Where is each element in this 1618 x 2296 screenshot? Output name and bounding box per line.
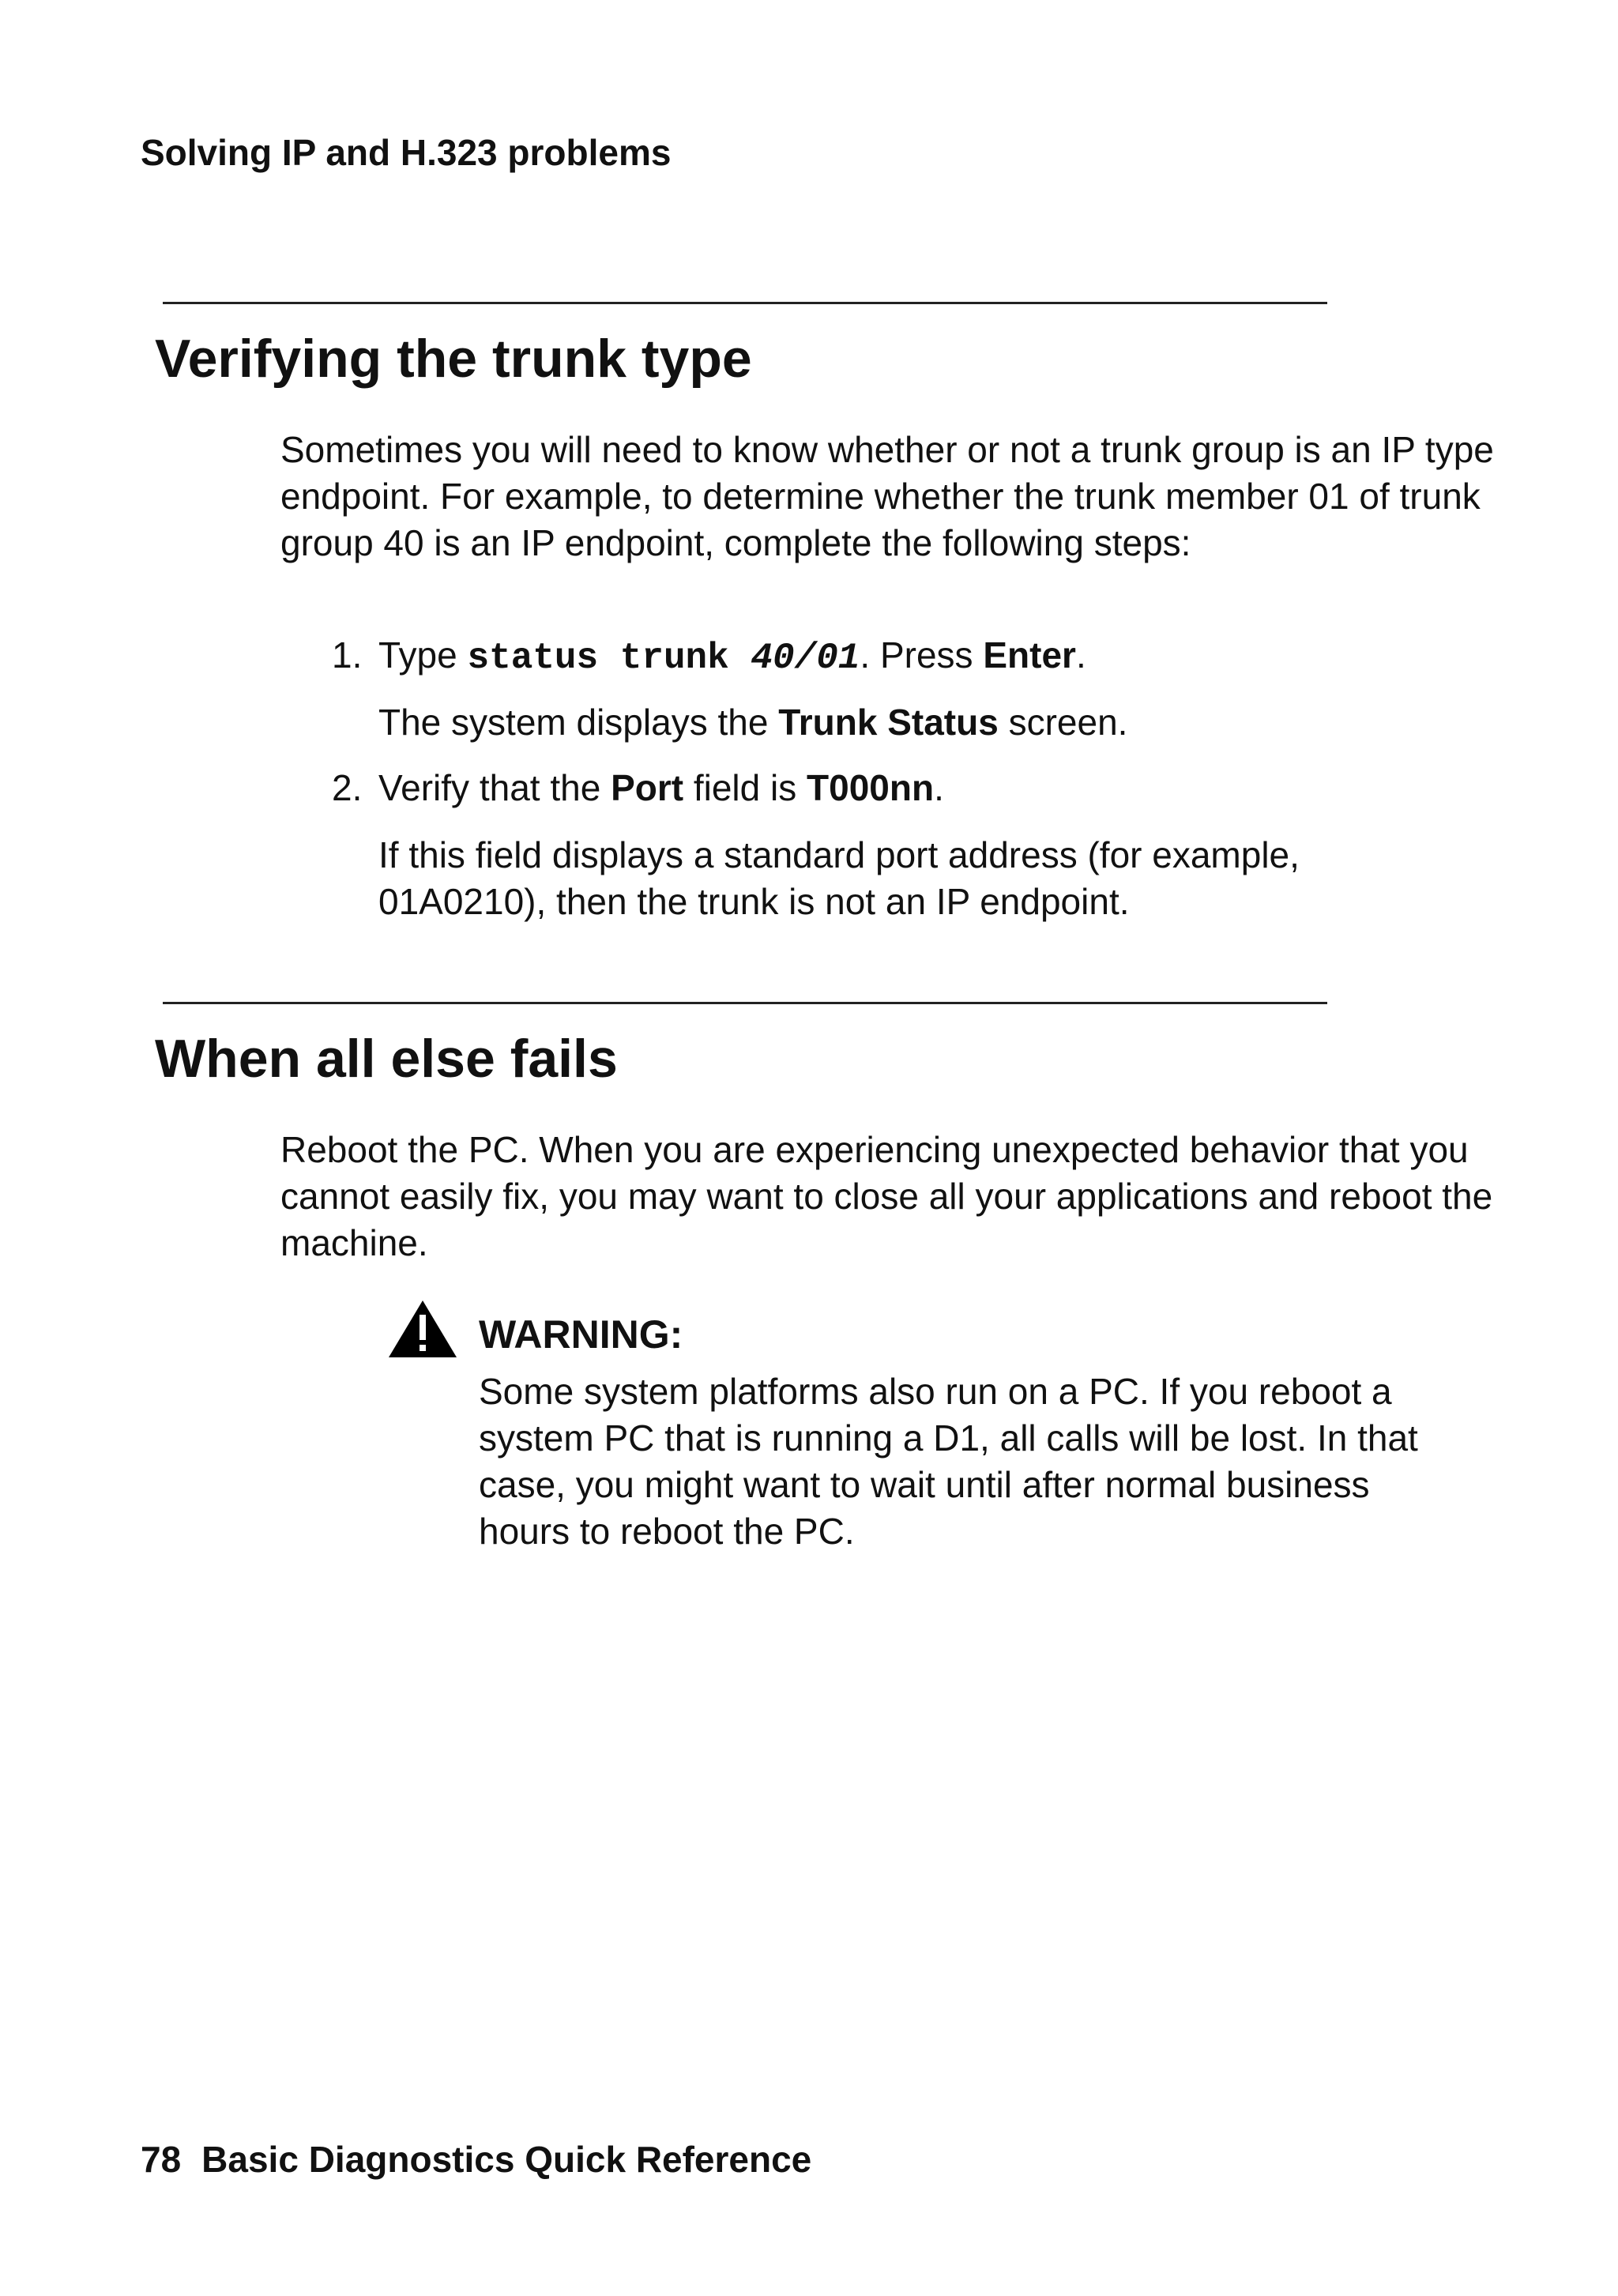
section-title-when-all-else-fails: When all else fails	[155, 1029, 618, 1089]
warning-text: Some system platforms also run on a PC. If you reboot a system PC that is running a D1, all calls will be lost. In that case, you might want to wait until after normal business hours to reboot the PC.	[479, 1371, 1418, 1552]
intro-paragraph: Sometimes you will need to know whether or not a trunk group is an IP type endpoint. For example, to determine whether the trunk member 01 of trunk group 40 is an IP endpoint, complete the following steps:	[280, 429, 1494, 563]
command-text: status trunk	[467, 638, 751, 679]
section-divider	[163, 1002, 1327, 1004]
command-argument: 40/01	[751, 638, 860, 679]
page-footer	[141, 2138, 811, 2181]
running-header: Solving IP and H.323 problems	[141, 132, 672, 173]
section-divider	[163, 302, 1327, 304]
step-number: 2.	[332, 767, 363, 808]
book-title: Basic Diagnostics Quick Reference	[201, 2139, 812, 2180]
step-1	[332, 632, 1086, 682]
step-2	[332, 765, 944, 811]
step-2-note: If this field displays a standard port address (for example, 01A0210), then the trunk is not an IP endpoint.	[378, 834, 1300, 922]
key-name: Enter	[983, 634, 1076, 676]
reboot-paragraph: Reboot the PC. When you are experiencing unexpected behavior that you cannot easily fix, you may want to close all your applications and reboot the machine.	[280, 1129, 1493, 1263]
field-name: Port	[611, 767, 684, 808]
warning-triangle-icon	[387, 1299, 458, 1359]
field-value: T000nn	[807, 767, 935, 808]
step-1-note	[378, 699, 1127, 746]
note-text: The system displays the	[378, 702, 779, 743]
step-text: Type	[378, 634, 468, 676]
section-title-verifying-trunk-type: Verifying the trunk type	[155, 329, 752, 389]
step-text: .	[934, 767, 944, 808]
warning-label: WARNING:	[479, 1312, 683, 1357]
step-text: . Press	[860, 634, 984, 676]
note-text: screen.	[998, 702, 1128, 743]
page-number: 78	[141, 2139, 182, 2180]
step-number: 1.	[332, 634, 363, 676]
step-text: .	[1075, 634, 1086, 676]
step-text: Verify that the	[378, 767, 611, 808]
step-text: field is	[683, 767, 807, 808]
screen-name: Trunk Status	[778, 702, 999, 743]
